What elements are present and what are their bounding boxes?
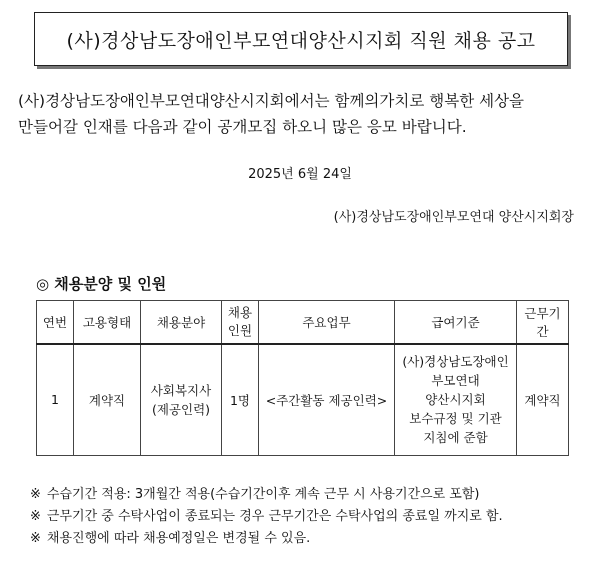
cell-salary-line: (사)경상남도장애인 [402,354,509,370]
note-item [30,528,503,550]
intro-line: 만들어갈 인재를 다음과 같이 공개모집 하오니 많은 응모 바랍니다. [18,118,467,136]
note-mark: ※ [30,531,41,546]
header-period: 근무기간 [517,301,569,344]
recruitment-table [36,300,569,456]
note-text: 채용진행에 따라 채용예정일은 변경될 수 있음. [46,531,311,546]
table-row [37,344,569,456]
intro-paragraph [18,88,588,140]
note-text: 수습기간 적용: 3개월간 적용(수습기간이후 계속 근무 시 사용기간으로 포함) [46,487,480,502]
cell-no: 1 [37,344,74,456]
intro-line: (사)경상남도장애인부모연대양산시지회에서는 함께의가치로 행복한 세상을 [18,92,525,110]
notice-title: (사)경상남도장애인부모연대양산시지회 직원 채용 공고 [66,29,536,52]
header-no: 연번 [37,301,74,344]
notice-date: 2025년 6월 24일 [248,167,352,182]
cell-salary-line: 보수규정 및 기관 [409,411,502,427]
note-mark: ※ [30,487,41,502]
cell-duties: <주간활동 제공인력> [259,344,395,456]
header-duties: 주요업무 [259,301,395,344]
header-salary: 급여기준 [395,301,517,344]
cell-salary-line: 부모연대 [431,373,480,389]
note-item [30,506,503,528]
header-headcount-line: 인원 [227,322,253,338]
signer: (사)경상남도장애인부모연대 양산시지회장 [333,210,574,225]
note-mark: ※ [30,509,41,524]
cell-salary-line: 지침에 준함 [423,430,488,446]
notes-list [30,484,503,550]
cell-headcount: 1명 [222,344,259,456]
header-headcount [222,301,259,344]
cell-field-line: 사회복지사 [150,382,212,398]
cell-period: 계약직 [517,344,569,456]
note-text: 근무기간 중 수탁사업이 종료되는 경우 근무기간은 수탁사업의 종료일 까지로 함. [46,509,503,524]
header-employment-type: 고용형태 [74,301,141,344]
header-field: 채용분야 [141,301,222,344]
section-title: ◎ 채용분양 및 인원 [36,275,167,293]
table-header-row [37,301,569,344]
header-headcount-line: 채용 [227,304,253,320]
cell-salary [395,344,517,456]
notice-title-box [34,12,568,66]
note-item [30,484,503,506]
cell-employment-type: 계약직 [74,344,141,456]
cell-field [141,344,222,456]
cell-salary-line: 양산시지회 [425,392,486,408]
cell-field-line: (제공인력) [151,401,211,417]
